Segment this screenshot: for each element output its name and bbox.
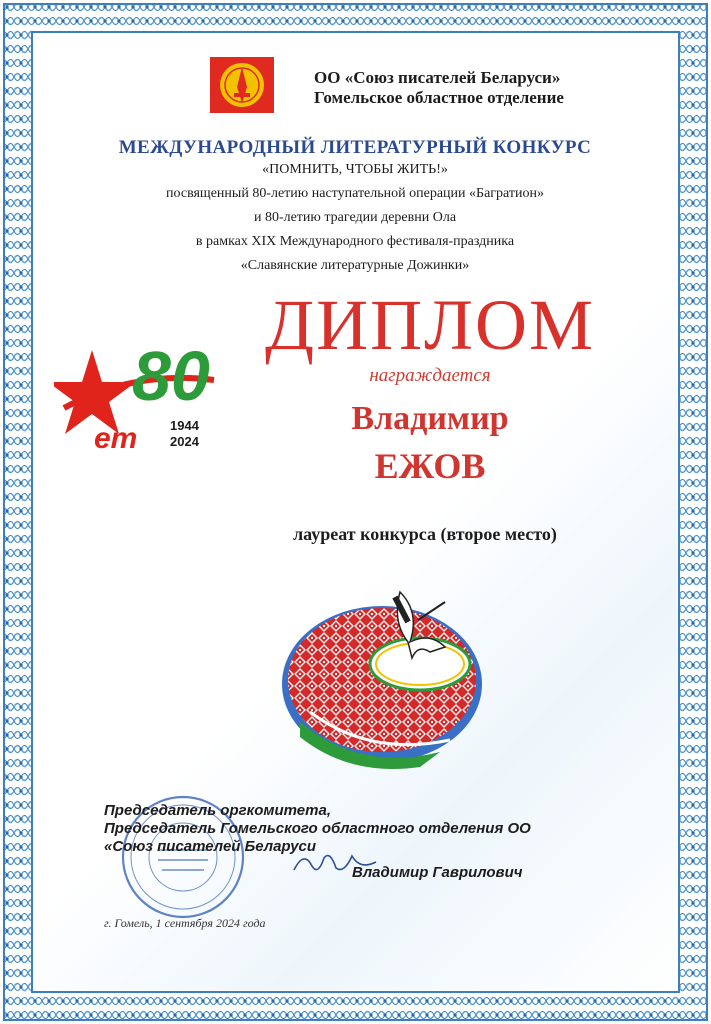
union-emblem-icon (210, 57, 274, 113)
contest-title: МЕЖДУНАРОДНЫЙ ЛИТЕРАТУРНЫЙ КОНКУРС (118, 137, 592, 158)
anniversary-suffix: ет (94, 422, 138, 455)
achievement-text: лауреат конкурса (второе место) (293, 524, 557, 544)
dedication-line: и 80-летию трагедии деревни Ола (253, 210, 457, 225)
place-and-date: г. Гомель, 1 сентября 2024 года (104, 916, 266, 930)
year-start: 1944 (170, 418, 199, 433)
contest-motto: «ПОМНИТЬ, ЧТОБЫ ЖИТЬ!» (262, 162, 448, 177)
organization-name: ОО «Союз писателей Беларуси» (314, 68, 561, 87)
awarded-label: награждается (369, 365, 491, 386)
anniversary-number: 80 (132, 337, 210, 415)
recipient-first-name: Владимир (351, 400, 509, 437)
dedication-line: в рамках XIX Международного фестиваля-праздника (195, 234, 515, 249)
dedication-line: «Славянские литературные Дожинки» (240, 258, 470, 273)
signature-position-line: Председатель Гомельского областного отделения ОО (104, 820, 531, 837)
signature-position-line: Председатель оргкомитета, (104, 802, 331, 819)
organization-branch: Гомельское областное отделение (314, 88, 564, 107)
recipient-last-name: ЕЖОВ (374, 446, 486, 486)
anniversary-80-logo (54, 330, 224, 460)
festival-emblem (270, 572, 500, 772)
signature-position-line: «Союз писателей Беларуси (104, 838, 317, 855)
diploma-title: ДИПЛОМ (265, 285, 595, 365)
dedication-line: посвященный 80-летию наступательной операции «Багратион» (166, 186, 544, 201)
year-end: 2024 (170, 434, 199, 449)
signer-name: Владимир Гаврилович (352, 864, 523, 881)
